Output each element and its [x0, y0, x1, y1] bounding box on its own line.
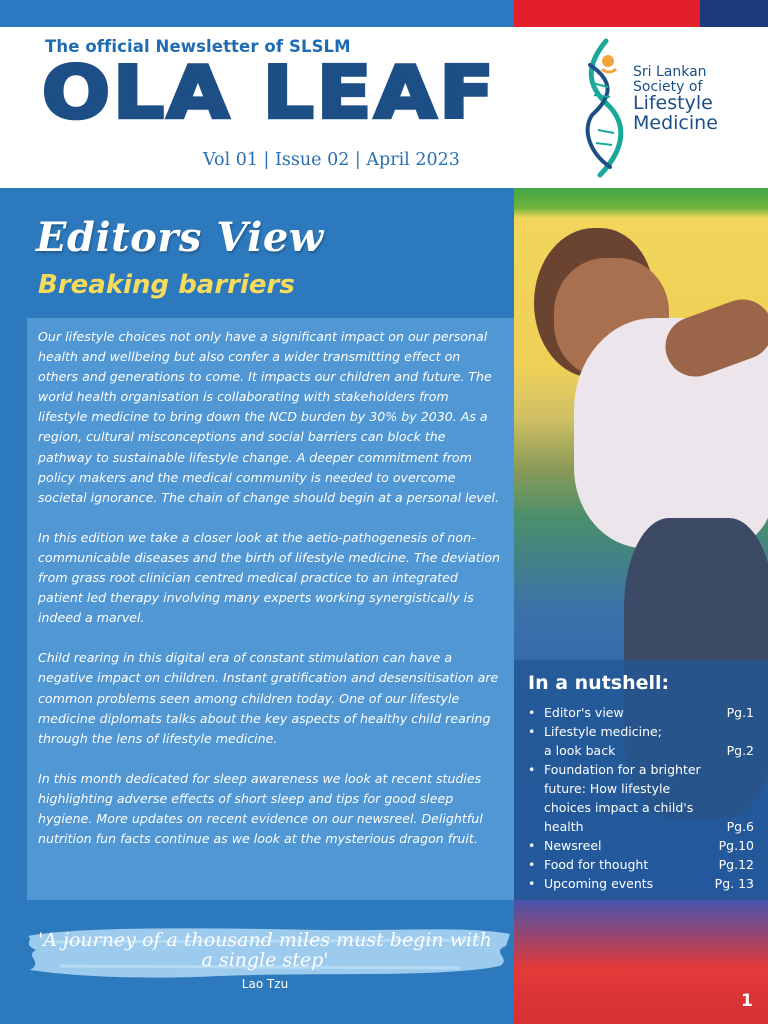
editors-view-article	[27, 318, 514, 900]
logo-line-4: Medicine	[633, 112, 718, 135]
contents-item-label: Lifestyle medicine;	[544, 724, 662, 739]
contents-item-label: a look back	[544, 743, 616, 758]
contents-item[interactable]	[528, 874, 754, 893]
contents-item[interactable]	[528, 741, 754, 760]
contents-item[interactable]	[528, 760, 754, 836]
slslm-logo	[578, 35, 758, 185]
article-paragraph: Child rearing in this digital era of constant stimulation can have a negative impact on children. Instant gratification and desensitisation are common problems seen among children today. One of our lifestyle medicine diplomats talks about the key aspects of healthy child rearing through the lens of lifestyle medicine.	[38, 650, 499, 746]
newsletter-header	[0, 27, 768, 188]
article-paragraph: Our lifestyle choices not only have a significant impact on our personal health and wellbeing but also confer a wider transmitting effect on others and generations to come. It impacts our children and future. The world health organisation is collaborating with stakeholders from lifestyle medicine to bring down the NCD burden by 30% by 2030. As a region, cultural misconceptions and social barriers can block the pathway to sustainable lifestyle change. A deeper commitment from policy makers and the medical community is needed to overcome societal ignorance. The chain of change should begin at a personal level.	[38, 329, 500, 505]
contents-item-label: Upcoming events	[544, 876, 654, 891]
masthead-title: OLA LEAF	[42, 50, 497, 135]
contents-item[interactable]	[528, 722, 754, 741]
contents-page-ref: Pg.1	[726, 705, 754, 720]
dna-helix-icon	[578, 35, 638, 185]
contents-list	[528, 703, 754, 893]
article-paragraph: In this month dedicated for sleep awareness we look at recent studies highlighting adverse effects of short sleep and tips for good sleep hygiene. More updates on recent evidence on our newsreel. Delightful nutrition fun facts continue as we look at the mysterious dragon fruit.	[38, 770, 483, 847]
page-number: 1	[741, 991, 753, 1011]
quote-author: Lao Tzu	[241, 977, 289, 991]
contents-item[interactable]	[528, 703, 754, 722]
contents-page-ref: Pg.2	[726, 743, 754, 758]
logo-line-1: Sri Lankan	[633, 64, 707, 80]
article-paragraph: In this edition we take a closer look at the aetio-pathogenesis of non-communicable diseases and the birth of lifestyle medicine. The deviation from grass root clinician centred medical practice to an integrated patient led therapy involving many experts working synergistically is indeed a marvel.	[38, 529, 501, 626]
editors-view-title: Editors View	[36, 214, 324, 261]
contents-item-label: Food for thought	[544, 857, 649, 872]
nutshell-title: In a nutshell:	[528, 672, 670, 694]
contents-page-ref: Pg.10	[718, 838, 754, 853]
logo-wordmark	[633, 65, 718, 134]
contents-page-ref: Pg. 13	[714, 876, 754, 891]
contents-item[interactable]	[528, 855, 754, 874]
contents-item[interactable]	[528, 836, 754, 855]
newsletter-kicker: The official Newsletter of SLSLM	[45, 37, 351, 56]
top-decorative-band	[0, 0, 768, 27]
editors-view-subtitle: Breaking barriers	[38, 270, 295, 300]
contents-item-label: Foundation for a brighter future: How lifestyle choices impact a child's health	[544, 762, 701, 834]
contents-item-label: Newsreel	[544, 838, 602, 853]
issue-info: Vol 01 | Issue 02 | April 2023	[203, 150, 460, 170]
logo-line-2: Society of	[633, 78, 703, 95]
in-a-nutshell-box	[514, 660, 768, 900]
contents-item-label: Editor's view	[544, 705, 624, 720]
quote-text: 'A journey of a thousand miles must begin with a single step'	[38, 929, 492, 971]
contents-page-ref: Pg.6	[726, 819, 754, 834]
contents-page-ref: Pg.12	[718, 857, 754, 872]
logo-line-3: Lifestyle	[633, 92, 713, 115]
